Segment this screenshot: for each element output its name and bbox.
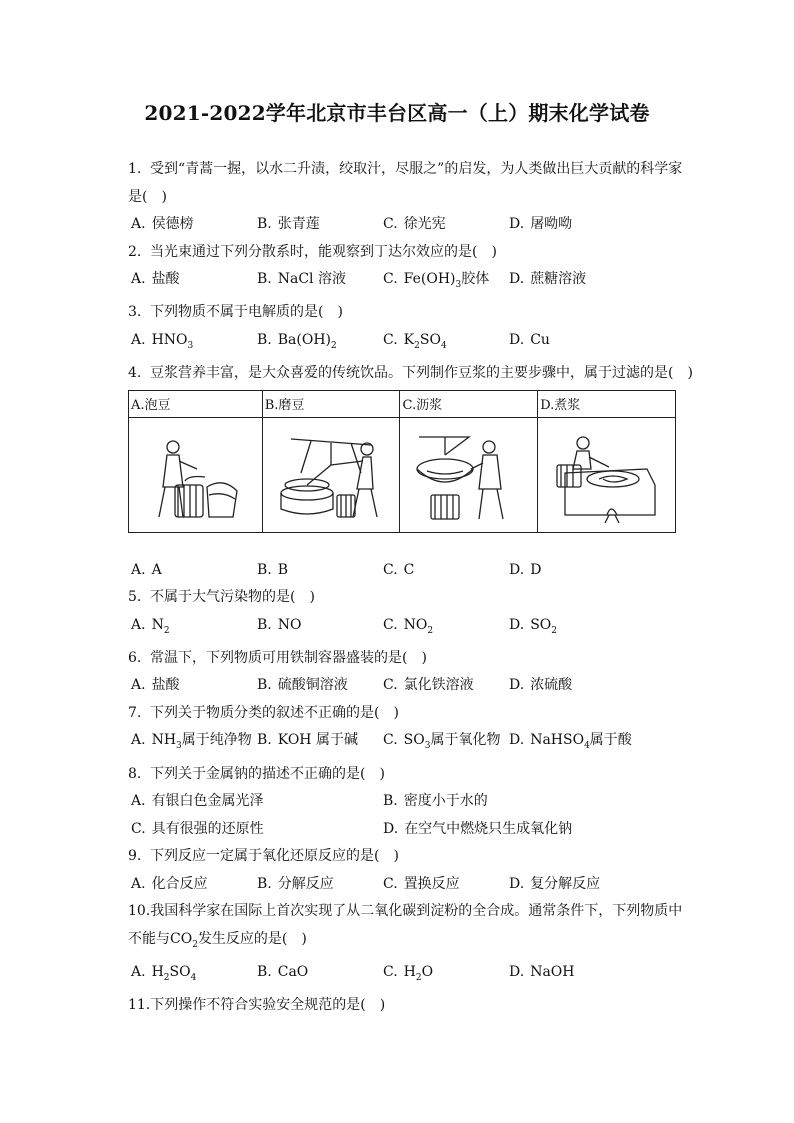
option-c: C. 氯化铁溶液	[383, 677, 474, 694]
option-a: A. $N_2$	[131, 616, 170, 636]
question-list	[128, 156, 694, 1020]
grind-beans-illustration	[262, 417, 400, 532]
option-a: A. 化合反应	[131, 875, 208, 892]
step-filter-label: C.沥浆	[400, 390, 538, 417]
question-number: 7.	[128, 704, 142, 721]
question-5	[128, 584, 694, 612]
option-d: D. D	[509, 561, 542, 578]
option-b: B. KOH 属于碱	[257, 732, 358, 749]
option-a: A. $H_2SO_4$	[131, 963, 197, 983]
option-c: C. 徐光宪	[383, 216, 446, 232]
option-d: D. NaOH	[509, 963, 575, 980]
option-d: D. 屠呦呦	[509, 216, 573, 232]
options-6	[128, 672, 694, 700]
options-3	[128, 327, 694, 360]
option-d: D. 在空气中燃烧只生成氧化钠	[383, 820, 573, 837]
question-number: 11.	[128, 997, 151, 1014]
question-number: 2.	[128, 243, 142, 260]
question-number: 5.	[128, 589, 142, 606]
question-number: 6.	[128, 649, 142, 666]
question-number: 3.	[128, 304, 142, 321]
option-a: A. $NH_3$属于纯净物	[131, 732, 252, 752]
question-9	[128, 843, 694, 871]
option-d: D. $SO_2$	[509, 616, 557, 636]
question-text: 不属于大气污染物的是( )	[150, 589, 315, 606]
option-c: C. $NO_2$	[383, 616, 434, 636]
question-text: 下列物质不属于电解质的是( )	[150, 304, 343, 321]
question-text: 受到“青蒿一握，以水二升渍，绞取汁，尽服之”的启发，为人类做出巨大贡献的科学家是( )	[128, 161, 683, 205]
question-7	[128, 700, 694, 728]
soak-beans-illustration	[129, 417, 263, 532]
question-number: 1.	[128, 161, 142, 177]
option-a: A. $HNO_3$	[131, 331, 194, 351]
question-text: 当光束通过下列分散系时，能观察到丁达尔效应的是( )	[150, 243, 497, 260]
question-10	[128, 898, 694, 959]
question-text: 我国科学家在国际上首次实现了从二氧化碳到淀粉的全合成。通常条件下，下列物质中不能与$CO_2$发生反应的是( )	[128, 903, 683, 950]
question-3	[128, 299, 694, 327]
option-c: C. 置换反应	[383, 875, 460, 892]
question-text: 下列反应一定属于氧化还原反应的是( )	[150, 848, 399, 865]
option-b: B. 硫酸铜溶液	[257, 677, 348, 694]
options-1	[128, 211, 694, 239]
options-9	[128, 871, 694, 899]
option-b: B. NO	[257, 616, 302, 633]
option-b: B. CaO	[257, 963, 309, 980]
option-b: B. 分解反应	[257, 875, 334, 892]
option-d: D. 蔗糖溶液	[509, 271, 587, 287]
question-number: 9.	[128, 848, 142, 865]
option-b: B. $Ba(OH)_2$	[257, 331, 337, 351]
options-10	[128, 959, 694, 992]
option-a: A. 有银白色金属光泽	[131, 793, 264, 810]
options-5	[128, 612, 694, 645]
page-title: 2021-2022学年北京市丰台区高一（上）期末化学试卷	[144, 101, 650, 125]
option-c: C. $SO_3$属于氧化物	[383, 732, 501, 752]
options-7	[128, 727, 694, 760]
option-b: B. 张青莲	[257, 216, 320, 232]
soymilk-steps-table	[128, 390, 676, 533]
option-c: C. $H_2O$	[383, 963, 434, 983]
boil-slurry-illustration	[538, 417, 676, 532]
question-8	[128, 761, 694, 789]
options-8-row2	[128, 816, 694, 844]
question-4	[128, 360, 694, 388]
option-c: C. $K_2SO_4$	[383, 331, 447, 351]
question-text: 下列操作不符合实验安全规范的是( )	[150, 997, 386, 1014]
option-a: A. 侯德榜	[131, 216, 194, 232]
option-c: C. C	[383, 561, 415, 578]
option-b: B. B	[257, 561, 289, 578]
question-2	[128, 239, 694, 267]
option-a: A. A	[131, 561, 162, 578]
step-grind-label: B.磨豆	[262, 390, 400, 417]
option-a: A. 盐酸	[131, 271, 180, 287]
question-6	[128, 645, 694, 673]
question-number: 10.	[128, 903, 151, 920]
option-b: B. NaCl 溶液	[257, 271, 346, 287]
question-1	[128, 156, 694, 211]
option-c: C. 具有很强的还原性	[131, 820, 264, 837]
filter-slurry-illustration	[400, 417, 538, 532]
option-b: B. 密度小于水的	[383, 793, 488, 810]
question-text: 下列关于金属钠的描述不正确的是( )	[150, 765, 385, 782]
options-2	[128, 266, 694, 299]
question-number: 8.	[128, 765, 142, 782]
step-soak-label: A.泡豆	[129, 390, 263, 417]
option-d: D. 复分解反应	[509, 875, 601, 892]
question-number: 4.	[128, 365, 142, 382]
option-a: A. 盐酸	[131, 677, 180, 694]
option-d: D. Cu	[509, 331, 550, 348]
option-d: D. 浓硫酸	[509, 677, 573, 694]
option-d: D. NaHSO$_4$属于酸	[509, 732, 632, 752]
option-c: C. $Fe(OH)_3$胶体	[383, 271, 490, 290]
question-text: 豆浆营养丰富，是大众喜爱的传统饮品。下列制作豆浆的主要步骤中，属于过滤的是( )	[150, 365, 693, 382]
options-4	[128, 557, 694, 585]
step-boil-label: D.煮浆	[538, 390, 676, 417]
options-8-row1	[128, 788, 694, 816]
question-text: 下列关于物质分类的叙述不正确的是( )	[150, 704, 399, 721]
question-text: 常温下，下列物质可用铁制容器盛装的是( )	[150, 649, 427, 666]
question-11	[128, 992, 694, 1020]
